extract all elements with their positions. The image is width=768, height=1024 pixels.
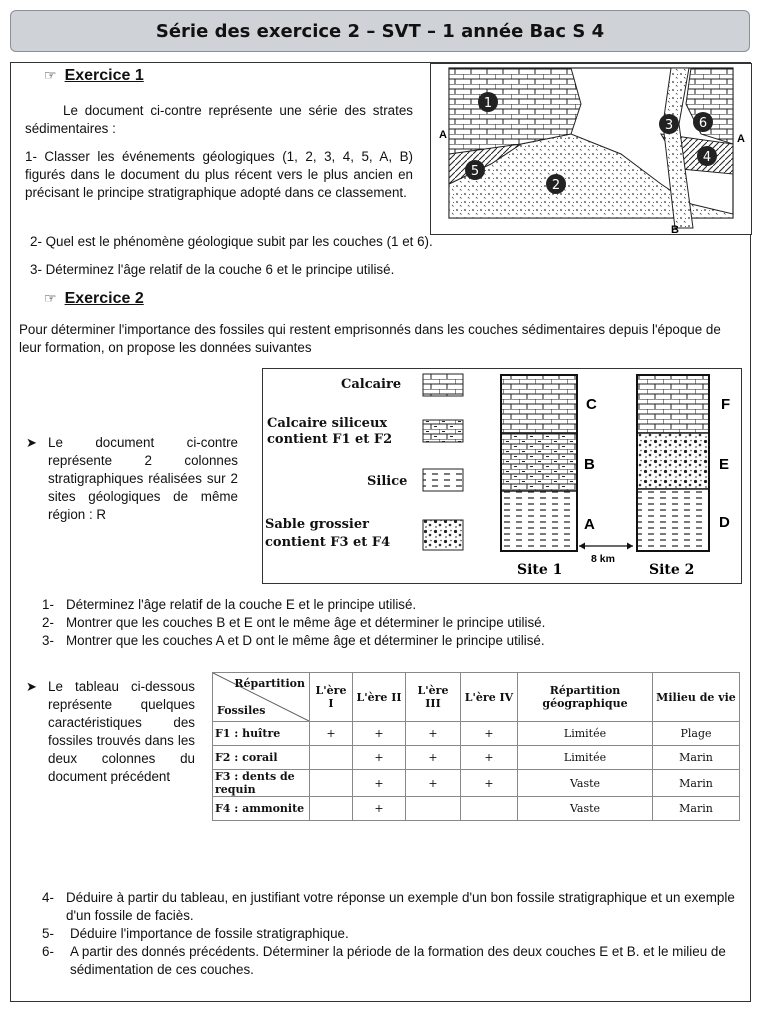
legend-calcaire: Calcaire	[341, 377, 402, 392]
table-row: F2 : corail + + + Limitée Marin	[213, 746, 740, 770]
table-header: L'ère III	[406, 673, 461, 722]
site1-layer-b: B	[584, 456, 595, 473]
table-header: Répartition géographique	[518, 673, 653, 722]
page-title: Série des exercice 2 – SVT – 1 année Bac S 4	[155, 20, 605, 42]
table-row: F3 : dents de requin + + + Vaste Marin	[213, 770, 740, 797]
table-header: L'ère II	[353, 673, 406, 722]
list-item: 5- Déduire l'importance de fossile stratigraphique.	[42, 926, 349, 941]
legend-silice: Silice	[367, 474, 408, 489]
figure-label-3: 3	[664, 118, 674, 133]
list-item: 4- Déduire à partir du tableau, en justifiant votre réponse un exemple d'un bon fossile stratigraphique et un exemple d'un fossile de faciès.	[42, 890, 735, 923]
table-corner-cell: Répartition Fossiles	[213, 673, 310, 722]
exercise1-question-2: 2- Quel est le phénomène géologique subit par les couches (1 et 6).	[30, 234, 433, 249]
figure-letter-a-right: A	[737, 133, 745, 145]
legend-calcaire-siliceux-1: Calcaire siliceux	[267, 416, 388, 431]
strata-diagram	[431, 64, 751, 234]
figure-label-4: 4	[702, 150, 712, 165]
list-item: 1- Déterminez l'âge relatif de la couche E et le principe utilisé.	[42, 597, 417, 612]
exercise1-heading	[44, 67, 144, 85]
site2-layer-e: E	[719, 456, 730, 473]
page-header	[10, 10, 750, 52]
stratigraphic-columns-figure	[262, 368, 742, 584]
exercise2-heading	[44, 290, 144, 308]
arrow-bullet-icon: ➤	[26, 435, 37, 450]
list-item: 2- Montrer que les couches B et E ont le même âge et déterminer le principe utilisé.	[42, 615, 546, 630]
site2-layer-f: F	[721, 396, 731, 413]
swatch-calcaire-siliceux	[423, 420, 463, 442]
site1-layer-a: A	[584, 516, 595, 533]
figure-label-6: 6	[698, 116, 708, 131]
table-row: F4 : ammonite + Vaste Marin	[213, 797, 740, 821]
table-header: Milieu de vie	[653, 673, 740, 722]
site1-name: Site 1	[517, 562, 563, 578]
fossils-table	[212, 672, 740, 821]
swatch-silice	[423, 469, 463, 491]
swatch-sable	[423, 520, 463, 550]
legend-sable-2: contient F3 et F4	[265, 535, 391, 550]
swatch-calcaire	[423, 374, 463, 396]
exercise1-question-1: 1- Classer les événements géologiques (1, 2, 3, 4, 5, A, B) figurés dans le document du plus récent vers le plus ancien en précisant le principe stratigraphique adopté dans ce classement.	[25, 149, 413, 200]
exercise1-question-3: 3- Déterminez l'âge relatif de la couche 6 et le principe utilisé.	[30, 262, 395, 277]
list-item: 6- A partir des donnés précédents. Déterminer la période de la formation des deux couches E et B. et le milieu de sédimentation de ces couches.	[42, 944, 726, 977]
exercise2-doc-text: Le document ci-contre représente 2 colonnes stratigraphiques réalisées sur 2 sites géologiques de même région : R	[48, 435, 238, 522]
exercise1-intro: Le document ci-contre représente une série des strates sédimentaires :	[25, 103, 413, 136]
table-header: L'ère I	[310, 673, 353, 722]
figure-label-2: 2	[551, 178, 561, 193]
pointing-hand-icon: ☞	[44, 290, 57, 306]
site2-name: Site 2	[649, 562, 695, 578]
site1-layer-c: C	[586, 396, 597, 413]
legend-calcaire-siliceux-2: contient F1 et F2	[267, 432, 393, 447]
figure-letter-a-left: A	[439, 129, 447, 141]
stratigraphic-columns	[263, 369, 741, 583]
arrow-bullet-icon: ➤	[26, 679, 37, 694]
list-item: 3- Montrer que les couches A et D ont le même âge et déterminer le principe utilisé.	[42, 633, 545, 648]
table-header: L'ère IV	[461, 673, 518, 722]
figure-letter-b: B	[671, 224, 679, 234]
pointing-hand-icon: ☞	[44, 67, 57, 83]
table-intro-text: Le tableau ci-dessous représente quelques caractéristiques des fossiles trouvés dans les deux colonnes du document précédent	[48, 679, 195, 784]
strata-figure	[430, 63, 752, 235]
exercise2-intro: Pour déterminer l'importance des fossiles qui restent emprisonnés dans les couches sédimentaires depuis l'époque de leur formation, on propose les données suivantes	[19, 322, 721, 355]
legend-sable-1: Sable grossier	[265, 517, 369, 532]
table-row: F1 : huître + + + + Limitée Plage	[213, 722, 740, 746]
figure-label-1: 1	[483, 96, 493, 111]
figure-label-5: 5	[470, 164, 480, 179]
exercise1-title: Exercice 1	[64, 67, 144, 84]
site2-layer-d: D	[719, 514, 730, 531]
distance-label: 8 km	[591, 553, 615, 565]
exercise2-title: Exercice 2	[64, 290, 144, 307]
